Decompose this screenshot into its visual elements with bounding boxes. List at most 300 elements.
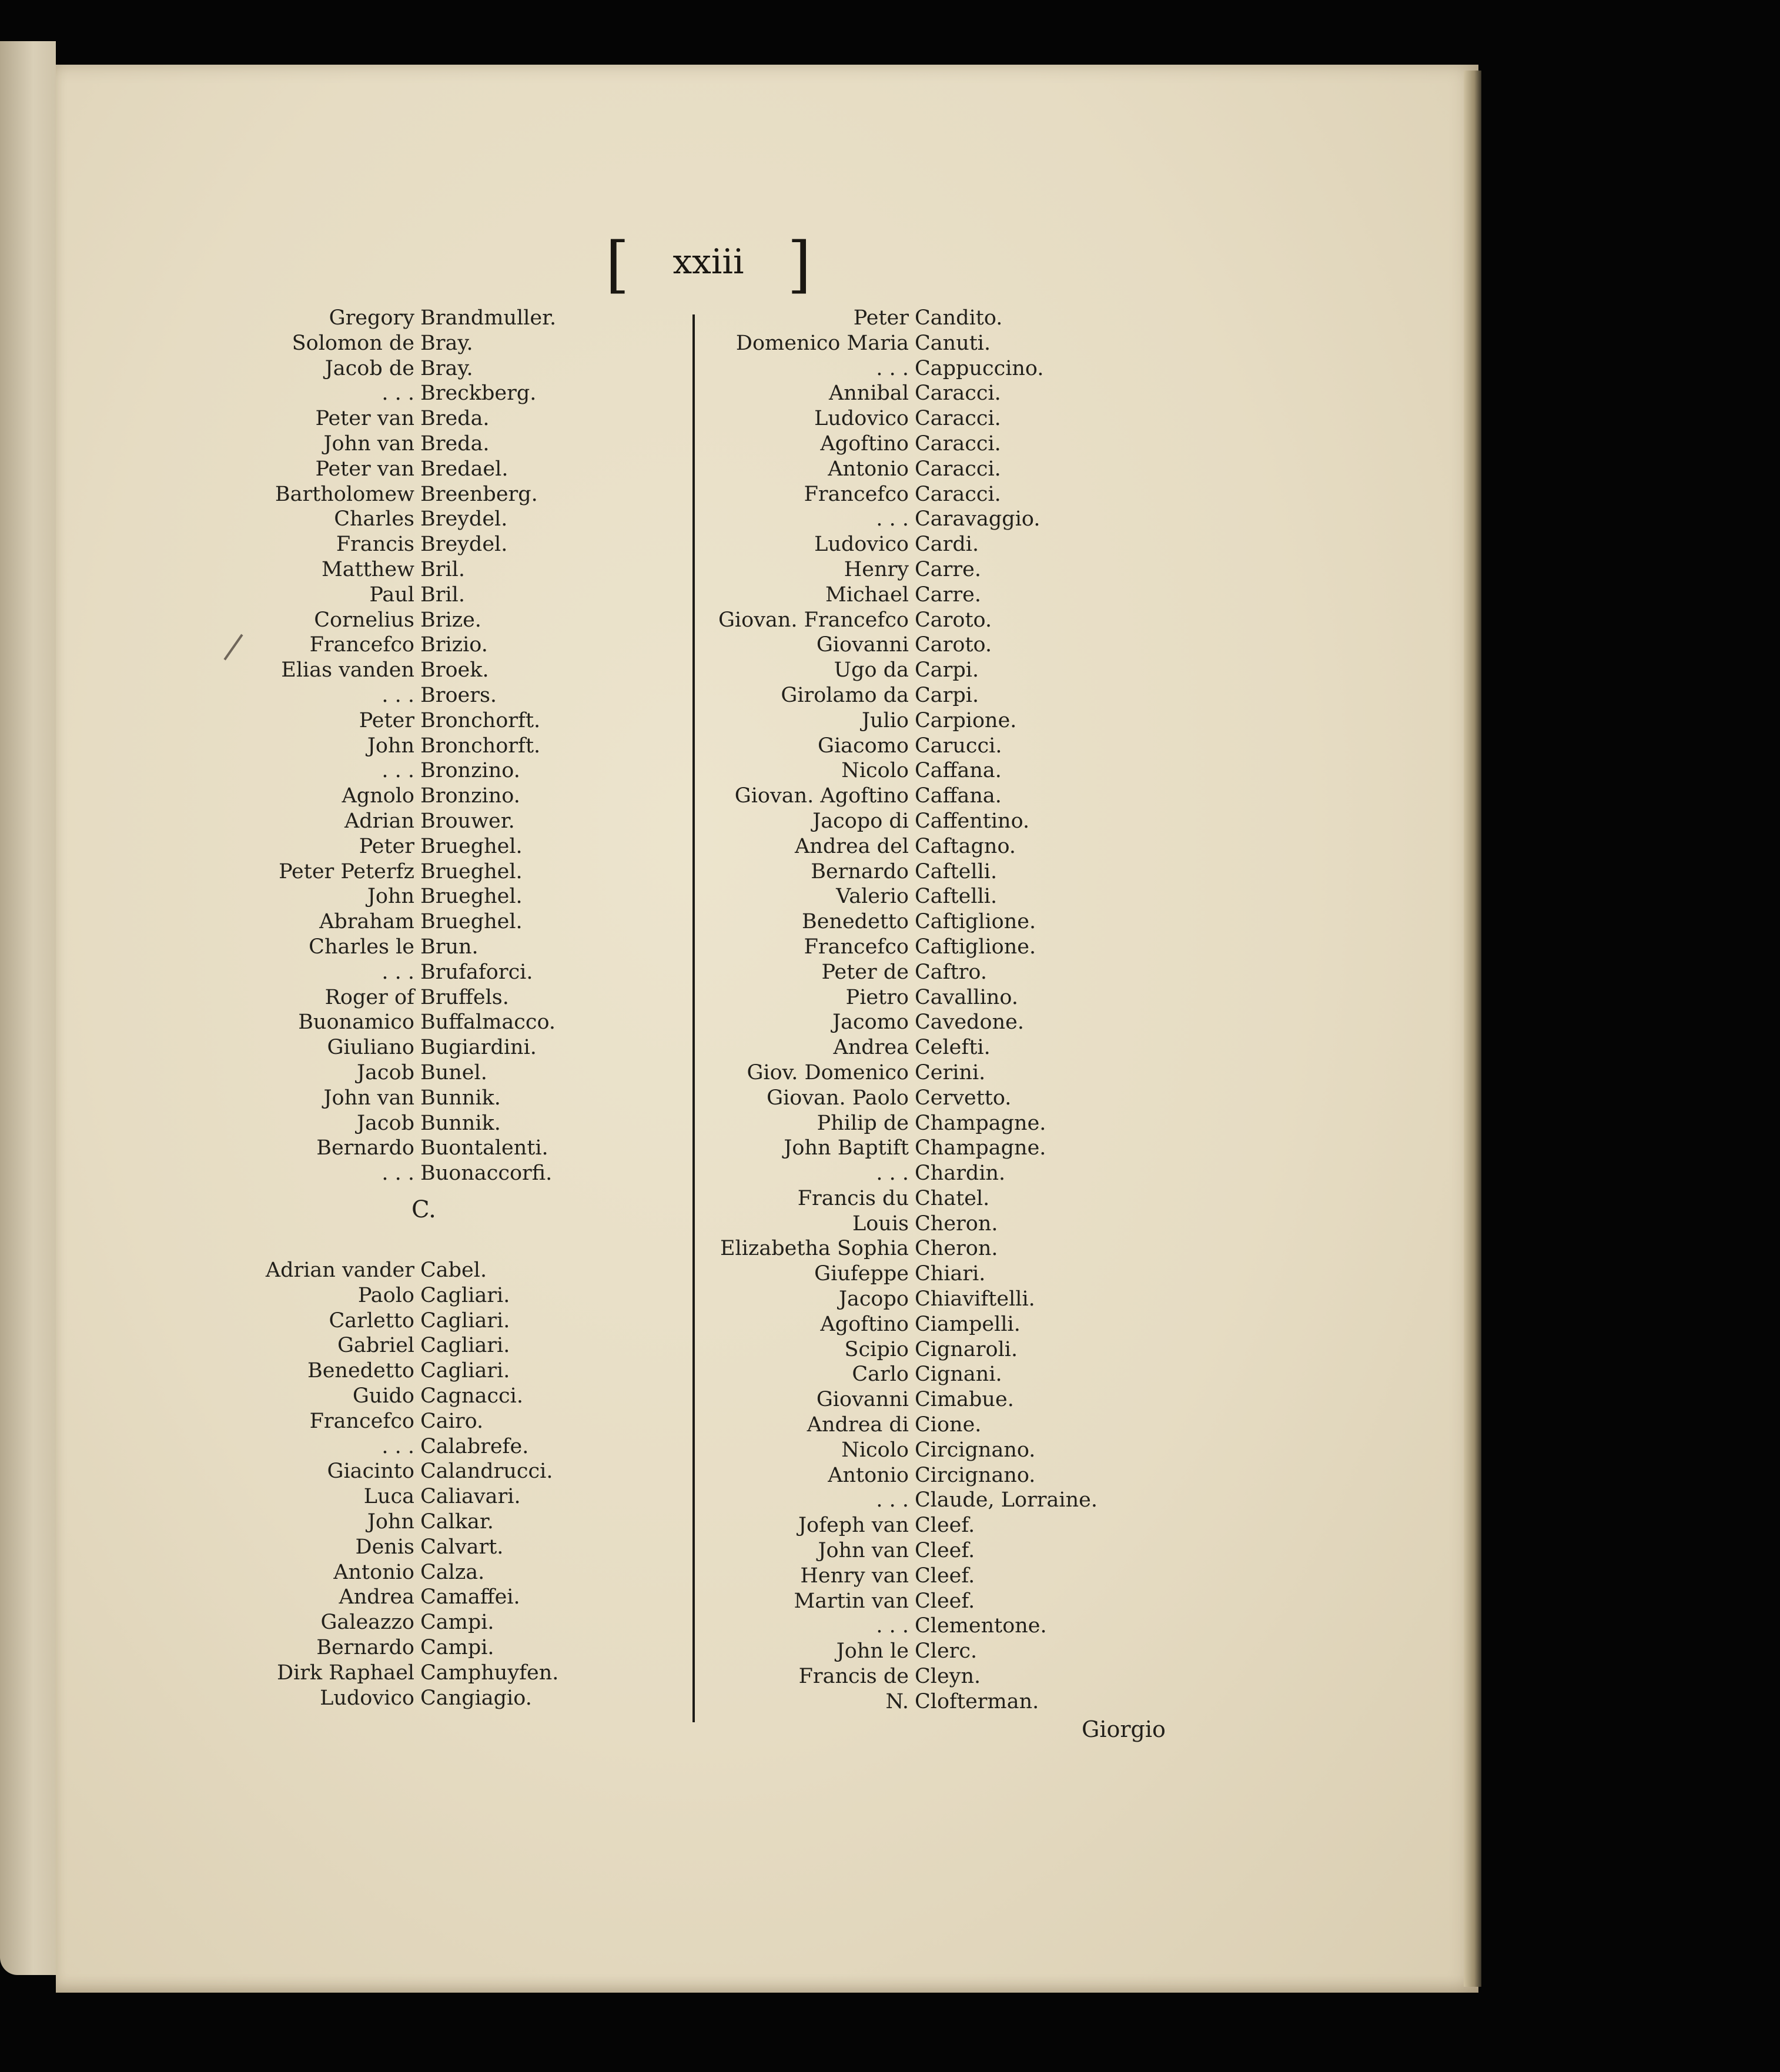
surname: Breda. [420, 407, 490, 431]
surname: Carpi. [915, 683, 979, 707]
surname: Caracci. [915, 407, 1001, 431]
given-name: Nicolo [841, 759, 909, 783]
index-entry [253, 331, 582, 356]
surname: Caravaggio. [915, 507, 1040, 531]
index-entry [253, 1434, 582, 1460]
index-entry [711, 356, 1152, 381]
index-entry [253, 608, 582, 633]
given-name: Ludovico [814, 533, 909, 557]
index-entry [253, 457, 582, 482]
surname: Circignano. [915, 1463, 1036, 1487]
given-name: Francefco [309, 1409, 414, 1433]
surname: Cagliari. [420, 1359, 510, 1383]
surname: Chardin. [915, 1161, 1006, 1186]
given-name: Francefco [804, 935, 909, 959]
index-entry [253, 734, 582, 759]
surname: Bruffels. [420, 985, 509, 1009]
surname: Caffana. [915, 759, 1002, 783]
given-name: Nicolo [841, 1438, 909, 1462]
surname: Buonaccorfi. [420, 1161, 553, 1186]
index-entry [711, 1236, 1152, 1261]
given-name: . . . [876, 1488, 909, 1512]
given-name: Elias vanden [281, 658, 414, 682]
index-entry [253, 1686, 582, 1711]
header-bracket-right: ] [787, 229, 811, 300]
index-entry [711, 1337, 1152, 1363]
index-entry [253, 1308, 582, 1334]
surname: Celefti. [915, 1036, 991, 1060]
surname: Breenberg. [420, 482, 538, 506]
given-name: Charles le [309, 935, 414, 959]
given-name: . . . [382, 960, 414, 984]
index-entry [253, 859, 582, 885]
given-name: . . . [382, 1434, 414, 1458]
given-name: Roger of [324, 985, 414, 1009]
surname: Candito. [915, 306, 1003, 330]
given-name: Bartholomew [275, 482, 414, 506]
index-entry [253, 658, 582, 683]
given-name: John van [323, 1086, 414, 1110]
surname: Bronchorft. [420, 708, 541, 732]
surname: Cheron. [915, 1237, 998, 1261]
given-name: Solomon de [292, 331, 414, 355]
surname: Cheron. [915, 1211, 998, 1236]
given-name: Adrian vander [265, 1258, 414, 1282]
index-entry [711, 583, 1152, 608]
left-column-b-entries [253, 306, 582, 1186]
index-entry [253, 1358, 582, 1384]
surname: Caftagno. [915, 834, 1016, 858]
surname: Cairo. [420, 1409, 484, 1433]
index-entry [253, 1661, 582, 1686]
given-name: Antonio [333, 1560, 414, 1584]
surname: Cione. [915, 1413, 982, 1437]
given-name: Adrian [344, 809, 414, 833]
given-name: Agnolo [342, 784, 414, 808]
surname: Champagne. [915, 1111, 1046, 1135]
given-name: Giovan. Paolo [767, 1086, 909, 1110]
index-entry [253, 935, 582, 960]
given-name: Jacopo [838, 1287, 909, 1311]
given-name: Jofeph van [798, 1514, 909, 1538]
index-entry [711, 1564, 1152, 1589]
index-entry [253, 482, 582, 507]
index-entry [253, 532, 582, 557]
index-entry [253, 632, 582, 658]
surname: Bunnik. [420, 1086, 501, 1110]
given-name: Giovan. Francefco [718, 608, 909, 632]
index-entry [711, 985, 1152, 1010]
surname: Bronzino. [420, 784, 520, 808]
surname: Caracci. [915, 431, 1001, 456]
index-entry [711, 1261, 1152, 1287]
page-header [605, 229, 811, 300]
given-name: John [367, 734, 414, 758]
surname: Brueghel. [420, 859, 523, 883]
surname: Broers. [420, 683, 497, 707]
surname: Carre. [915, 557, 981, 581]
surname: Cagnacci. [420, 1384, 523, 1408]
surname: Breydel. [420, 533, 508, 557]
given-name: John [367, 885, 414, 909]
index-entry [711, 306, 1152, 331]
given-name: Paolo [357, 1283, 414, 1307]
index-entry [253, 1161, 582, 1186]
index-entry [253, 1560, 582, 1585]
index-entry [253, 960, 582, 985]
index-entry [253, 1610, 582, 1635]
index-entry [711, 1287, 1152, 1312]
given-name: Ludovico [814, 407, 909, 431]
surname: Brize. [420, 608, 481, 632]
surname: Calandrucci. [420, 1460, 553, 1484]
surname: Cleyn. [915, 1665, 981, 1689]
index-entry [711, 1412, 1152, 1438]
surname: Cavallino. [915, 985, 1018, 1009]
given-name: Peter Peterfz [279, 859, 414, 883]
given-name: Abraham [319, 910, 414, 934]
index-entry [711, 758, 1152, 784]
surname: Cleef. [915, 1589, 975, 1613]
index-entry [253, 1409, 582, 1434]
surname: Calvart. [420, 1535, 504, 1559]
given-name: . . . [876, 1614, 909, 1638]
surname: Ciampelli. [915, 1312, 1021, 1336]
given-name: John le [836, 1639, 909, 1663]
given-name: Giov. Domenico [747, 1060, 909, 1084]
index-entry [253, 784, 582, 809]
index-entry [711, 834, 1152, 859]
index-entry [253, 557, 582, 583]
surname: Carucci. [915, 734, 1002, 758]
given-name: Francis du [797, 1186, 909, 1210]
index-entry [711, 1362, 1152, 1387]
given-name: Elizabetha Sophia [720, 1237, 909, 1261]
surname: Clofterman. [915, 1689, 1039, 1713]
given-name: Galeazzo [320, 1611, 414, 1635]
index-entry [711, 1488, 1152, 1513]
surname: Bray. [420, 331, 473, 355]
surname: Caliavari. [420, 1485, 521, 1509]
surname: Cabel. [420, 1258, 487, 1282]
page-number: xxiii [672, 242, 744, 282]
index-entry [711, 381, 1152, 406]
given-name: Giuliano [327, 1036, 414, 1060]
index-entry [711, 708, 1152, 734]
given-name: Andrea [833, 1036, 909, 1060]
given-name: Peter van [315, 457, 414, 481]
given-name: Andrea del [795, 834, 909, 858]
given-name: Jacob de [324, 356, 414, 380]
given-name: Julio [861, 708, 909, 732]
given-name: . . . [876, 356, 909, 380]
given-name: Peter [359, 834, 414, 858]
index-entry [711, 1186, 1152, 1211]
index-entry [253, 381, 582, 406]
index-entry [711, 909, 1152, 935]
surname: Calkar. [420, 1509, 494, 1534]
surname: Brufaforci. [420, 960, 533, 984]
index-entry [711, 1463, 1152, 1488]
given-name: Cornelius [314, 608, 414, 632]
given-name: John van [818, 1539, 909, 1563]
given-name: John van [323, 431, 414, 456]
surname: Champagne. [915, 1136, 1046, 1160]
index-entry [253, 507, 582, 532]
surname: Bril. [420, 583, 465, 607]
given-name: Bernardo [811, 859, 909, 883]
given-name: Francefco [309, 633, 414, 657]
given-name: Bernardo [316, 1136, 414, 1160]
given-name: . . . [382, 683, 414, 707]
index-entry [253, 1060, 582, 1086]
surname: Camphuyfen. [420, 1661, 559, 1685]
surname: Bunnik. [420, 1111, 501, 1135]
surname: Caftiglione. [915, 935, 1036, 959]
index-entry [711, 1513, 1152, 1538]
surname: Bunel. [420, 1060, 487, 1084]
surname: Cimabue. [915, 1388, 1014, 1412]
surname: Caracci. [915, 381, 1001, 406]
index-entry [253, 884, 582, 909]
surname: Carpione. [915, 708, 1017, 732]
index-entry [253, 1459, 582, 1484]
given-name: Giovan. Agoftino [734, 784, 909, 808]
index-entry [253, 1283, 582, 1308]
given-name: . . . [382, 759, 414, 783]
index-entry [253, 406, 582, 431]
surname: Buontalenti. [420, 1136, 548, 1160]
surname: Brandmuller. [420, 306, 557, 330]
given-name: Andrea di [807, 1413, 909, 1437]
surname: Cervetto. [915, 1086, 1012, 1110]
index-entry [711, 1060, 1152, 1086]
given-name: Francis [336, 533, 414, 557]
surname: Cignaroli. [915, 1337, 1018, 1361]
given-name: Peter [853, 306, 909, 330]
given-name: Denis [355, 1535, 414, 1559]
facing-page-edge [0, 41, 56, 1975]
surname: Cerini. [915, 1060, 986, 1084]
header-bracket-left: [ [605, 229, 630, 300]
index-entry [711, 457, 1152, 482]
index-entry [253, 1136, 582, 1161]
index-entry [711, 1387, 1152, 1412]
index-entry [253, 1258, 582, 1283]
surname: Chiari. [915, 1262, 986, 1286]
given-name: Paul [369, 583, 414, 607]
left-column-c-entries [253, 1258, 582, 1711]
surname: Caffentino. [915, 809, 1030, 833]
surname: Carre. [915, 583, 981, 607]
index-entry [253, 683, 582, 708]
surname: Bronchorft. [420, 734, 541, 758]
index-entry [253, 708, 582, 734]
index-entry [711, 507, 1152, 532]
section-heading-c: C. [411, 1196, 436, 1223]
index-entry [253, 1509, 582, 1535]
index-entry [711, 1211, 1152, 1237]
surname: Cleef. [915, 1564, 975, 1588]
surname: Bronzino. [420, 759, 520, 783]
surname: Cagliari. [420, 1334, 510, 1358]
index-entry [711, 608, 1152, 633]
index-entry [711, 1136, 1152, 1161]
index-entry [711, 532, 1152, 557]
surname: Caracci. [915, 457, 1001, 481]
given-name: Carletto [329, 1308, 414, 1333]
given-name: Peter van [315, 407, 414, 431]
index-entry [711, 884, 1152, 909]
surname: Breckberg. [420, 381, 537, 406]
surname: Breda. [420, 431, 490, 456]
given-name: Charles [334, 507, 414, 531]
given-name: N. [885, 1689, 909, 1713]
surname: Calabrefe. [420, 1434, 529, 1458]
given-name: . . . [382, 381, 414, 406]
column-divider-rule [692, 314, 695, 1722]
index-entry [711, 431, 1152, 457]
surname: Clerc. [915, 1639, 978, 1663]
surname: Bugiardini. [420, 1036, 537, 1060]
index-entry [253, 909, 582, 935]
index-entry [253, 1010, 582, 1035]
given-name: Annibal [828, 381, 909, 406]
given-name: Antonio [828, 1463, 909, 1487]
given-name: Ugo da [834, 658, 909, 682]
surname: Calza. [420, 1560, 485, 1584]
surname: Caffana. [915, 784, 1002, 808]
given-name: . . . [876, 507, 909, 531]
given-name: Jacopo di [812, 809, 909, 833]
surname: Cagliari. [420, 1308, 510, 1333]
surname: Caroto. [915, 608, 992, 632]
surname: Cangiagio. [420, 1686, 532, 1710]
given-name: Giacomo [818, 734, 909, 758]
surname: Cleef. [915, 1514, 975, 1538]
given-name: John [367, 1509, 414, 1534]
index-entry [711, 1689, 1152, 1715]
surname: Brueghel. [420, 834, 523, 858]
surname: Cignani. [915, 1363, 1002, 1387]
index-entry [711, 1438, 1152, 1463]
index-entry [253, 985, 582, 1010]
index-entry [711, 632, 1152, 658]
given-name: Scipio [844, 1337, 909, 1361]
given-name: Antonio [828, 457, 909, 481]
given-name: Buonamico [298, 1010, 414, 1035]
surname: Chatel. [915, 1186, 990, 1210]
surname: Caftelli. [915, 859, 998, 883]
index-entry [711, 557, 1152, 583]
given-name: Peter de [821, 960, 909, 984]
index-entry [711, 859, 1152, 885]
index-entry [711, 1111, 1152, 1136]
given-name: Martin van [794, 1589, 909, 1613]
surname: Circignano. [915, 1438, 1036, 1462]
index-entry [711, 1086, 1152, 1111]
surname: Breydel. [420, 507, 508, 531]
given-name: Philip de [817, 1111, 909, 1135]
surname: Canuti. [915, 331, 991, 355]
surname: Campi. [420, 1635, 494, 1659]
index-entry [253, 583, 582, 608]
surname: Caftro. [915, 960, 987, 984]
surname: Caracci. [915, 482, 1001, 506]
index-entry [253, 1384, 582, 1409]
given-name: Jacob [357, 1060, 414, 1084]
index-entry [253, 1535, 582, 1560]
page-right-edge [1464, 71, 1481, 1987]
given-name: John Baptift [784, 1136, 909, 1160]
surname: Brueghel. [420, 910, 523, 934]
index-entry [711, 1010, 1152, 1035]
given-name: Domenico Maria [735, 331, 909, 355]
given-name: Henry [844, 557, 909, 581]
given-name: Louis [852, 1211, 909, 1236]
index-entry [711, 406, 1152, 431]
given-name: Valerio [836, 885, 909, 909]
given-name: . . . [876, 1161, 909, 1186]
given-name: Benedetto [307, 1359, 414, 1383]
given-name: Gabriel [337, 1334, 414, 1358]
surname: Brun. [420, 935, 479, 959]
given-name: Francefco [804, 482, 909, 506]
given-name: Giovanni [816, 633, 909, 657]
given-name: Agoftino [820, 1312, 909, 1336]
given-name: Michael [825, 583, 909, 607]
index-entry [253, 758, 582, 784]
index-entry [253, 431, 582, 457]
right-column-entries [711, 306, 1152, 1715]
index-entry [711, 784, 1152, 809]
index-entry [253, 1035, 582, 1060]
index-entry [711, 734, 1152, 759]
index-entry [711, 1639, 1152, 1664]
given-name: Benedetto [801, 910, 909, 934]
given-name: Bernardo [316, 1635, 414, 1659]
index-entry [711, 809, 1152, 834]
surname: Caroto. [915, 633, 992, 657]
index-entry [711, 331, 1152, 356]
index-entry [711, 1161, 1152, 1186]
given-name: Girolamo da [781, 683, 909, 707]
surname: Clementone. [915, 1614, 1047, 1638]
given-name: Gregory [329, 306, 414, 330]
given-name: Francis de [798, 1665, 909, 1689]
surname: Cappuccino. [915, 356, 1044, 380]
given-name: Giacinto [327, 1460, 414, 1484]
index-entry [253, 809, 582, 834]
index-entry [253, 1635, 582, 1661]
given-name: . . . [382, 1161, 414, 1186]
given-name: Pietro [845, 985, 909, 1009]
index-entry [711, 1312, 1152, 1337]
surname: Cavedone. [915, 1010, 1024, 1035]
surname: Camaffei. [420, 1585, 520, 1609]
given-name: Guido [352, 1384, 414, 1408]
surname: Carpi. [915, 658, 979, 682]
surname: Cardi. [915, 533, 979, 557]
index-entry [711, 935, 1152, 960]
given-name: Dirk Raphael [276, 1661, 414, 1685]
given-name: Carlo [852, 1363, 909, 1387]
index-entry [253, 1333, 582, 1358]
surname: Claude, Lorraine. [915, 1488, 1098, 1512]
index-entry [711, 1589, 1152, 1614]
index-entry [711, 1614, 1152, 1639]
index-entry [711, 1035, 1152, 1060]
